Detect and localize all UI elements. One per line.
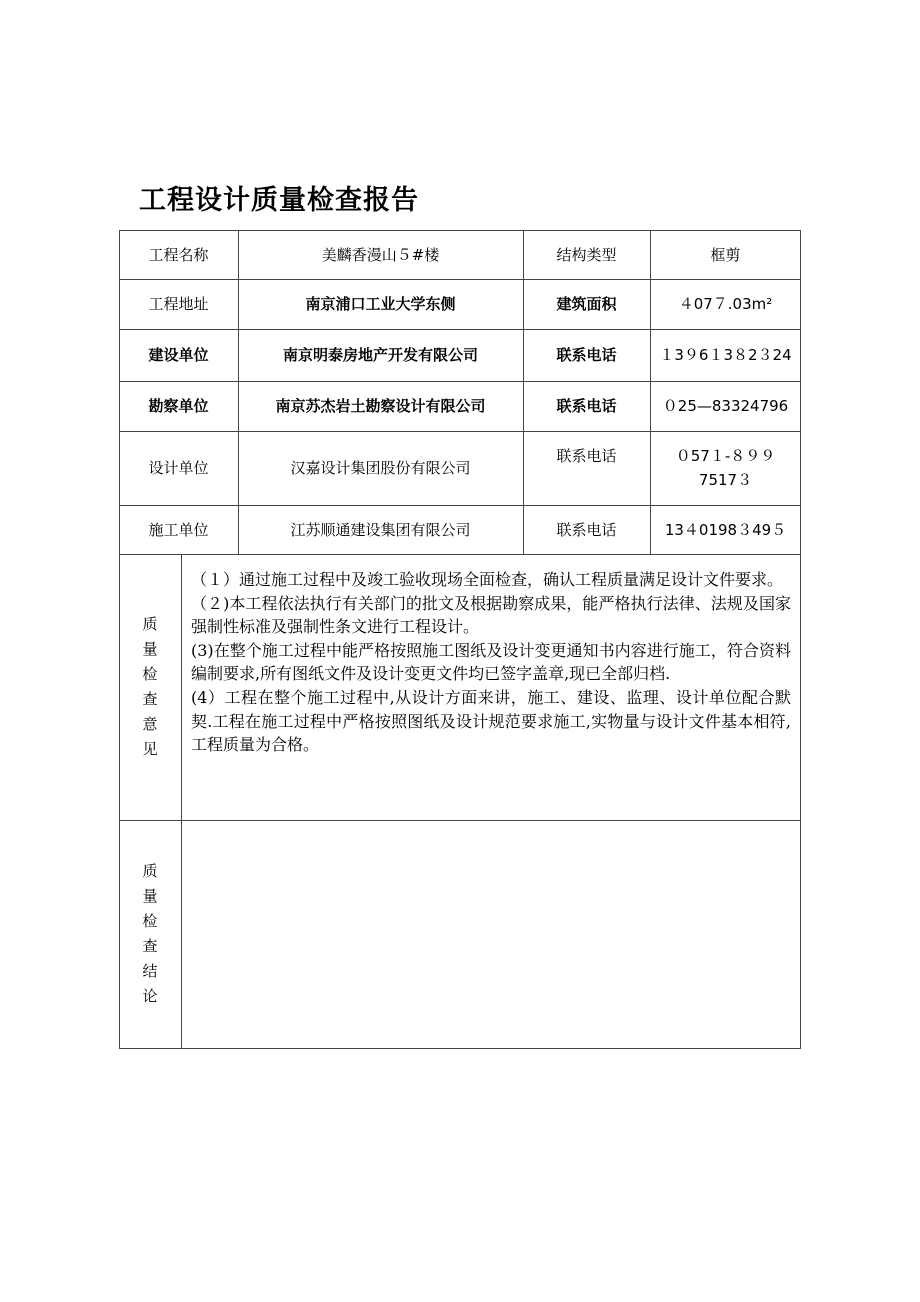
- opinion-paragraph-3: (3)在整个施工过程中能严格按照施工图纸及设计变更通知书内容进行施工，符合资料编制要求,所有图纸文件及设计变更文件均已签字盖章,现已全部归档.: [191, 640, 791, 684]
- label-developer-phone: 联系电话: [556, 346, 617, 364]
- label-building-area: 建筑面积: [556, 295, 617, 313]
- opinion-label: 质 量 检 查 意 见: [142, 615, 158, 758]
- value-developer: 南京明泰房地产开发有限公司: [282, 346, 478, 364]
- value-project-name: 美麟香漫山５#楼: [321, 245, 440, 264]
- label-survey-phone: 联系电话: [556, 397, 617, 415]
- value-construction-unit: 江苏顺通建设集团有限公司: [290, 520, 471, 539]
- label-structure-type: 结构类型: [556, 245, 617, 264]
- report-table: [119, 230, 801, 1049]
- value-survey-unit: 南京苏杰岩土勘察设计有限公司: [275, 397, 486, 415]
- label-project-name: 工程名称: [148, 245, 209, 264]
- opinion-paragraph-1: （１）通过施工过程中及竣工验收现场全面检查，确认工程质量满足设计文件要求。: [191, 570, 784, 589]
- page-title: 工程设计质量检查报告: [139, 185, 419, 216]
- label-construction-unit: 施工单位: [148, 520, 209, 539]
- value-design-unit: 汉嘉设计集团股份有限公司: [290, 459, 471, 477]
- opinion-paragraph-4: (4）工程在整个施工过程中,从设计方面来讲，施工、建设、监理、设计单位配合默契.工程在施工过程中严格按照图纸及设计规范要求施工,实物量与设计文件基本相符,工程质量为合格。: [191, 687, 791, 755]
- value-design-phone: ０57１-８９９ 7517３: [675, 447, 776, 489]
- conclusion-label: 质 量 检 查 结 论: [142, 862, 158, 1005]
- value-project-address: 南京浦口工业大学东侧: [305, 295, 456, 313]
- label-design-phone: 联系电话: [556, 447, 617, 465]
- label-survey-unit: 勘察单位: [148, 397, 209, 415]
- label-design-unit: 设计单位: [148, 459, 209, 477]
- conclusion-content-area: [182, 821, 800, 1048]
- value-structure-type: 框剪: [710, 245, 741, 264]
- value-construction-phone: 13４0198３49５: [664, 520, 787, 539]
- label-developer: 建设单位: [148, 346, 209, 364]
- label-project-address: 工程地址: [148, 295, 209, 313]
- label-construction-phone: 联系电话: [556, 520, 617, 539]
- value-building-area: ４07７.03m²: [678, 295, 773, 313]
- opinion-paragraph-2: （２)本工程依法执行有关部门的批文及根据勘察成果，能严格执行法律、法规及国家强制性标准及强制性条文进行工程设计。: [191, 593, 791, 637]
- value-survey-phone: ０25—83324796: [662, 397, 789, 415]
- value-developer-phone: １3９6１3８2３24: [659, 346, 792, 364]
- opinion-text: [191, 568, 791, 757]
